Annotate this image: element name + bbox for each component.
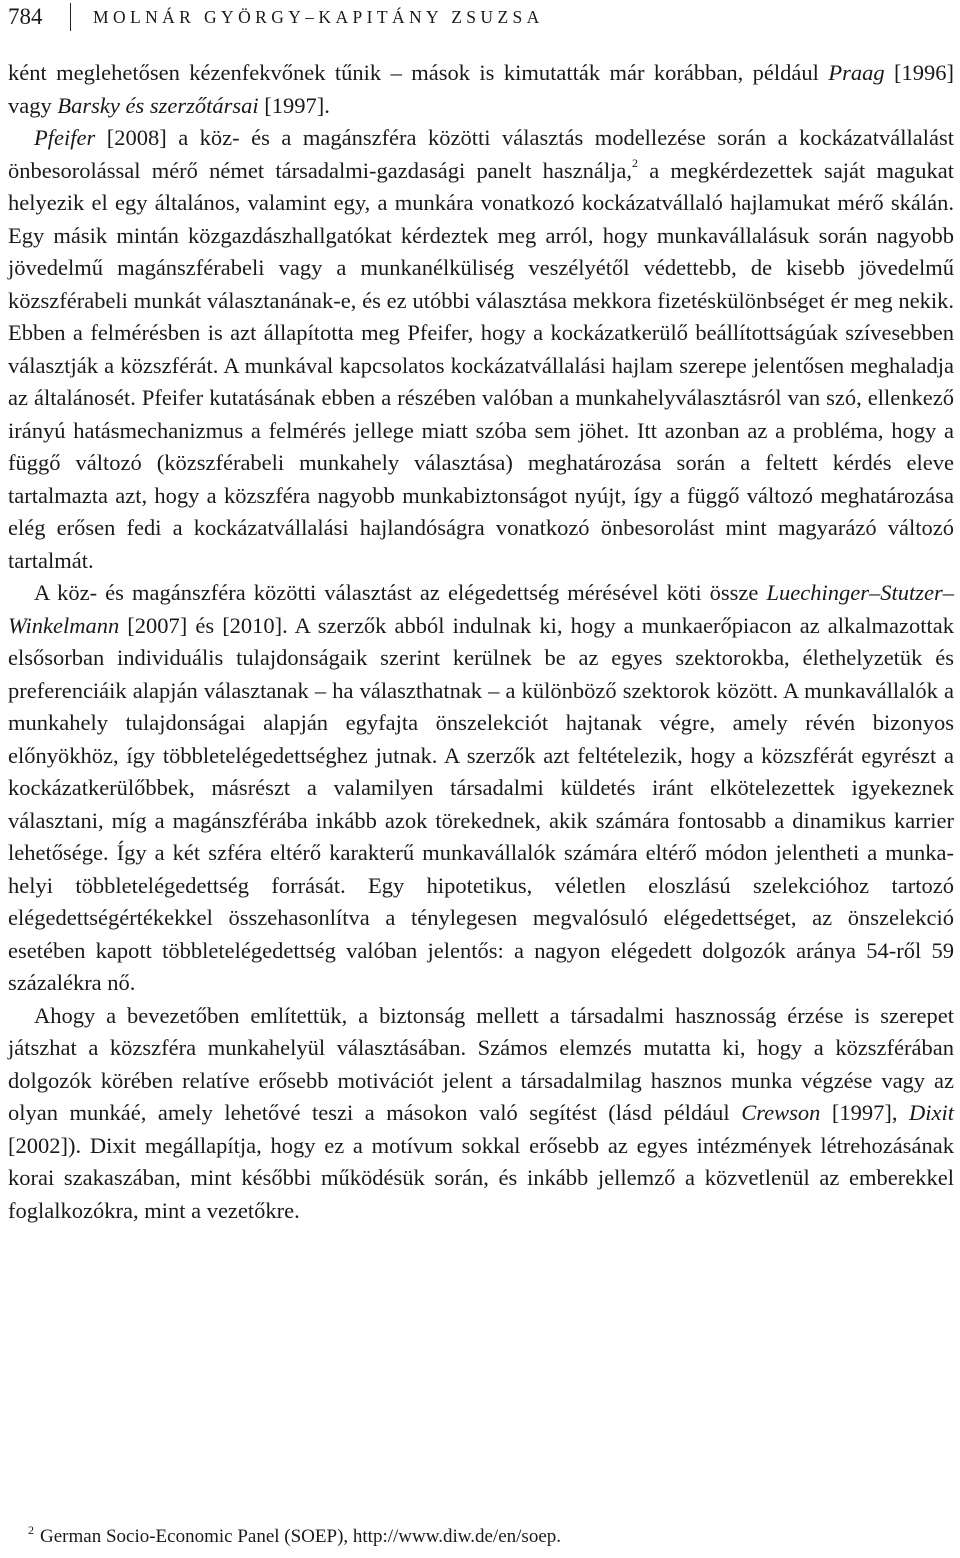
running-head: MOLNÁR GYÖRGY–KAPITÁNY ZSUZSA [93,6,544,27]
footnote-number: 2 [28,1523,34,1537]
page-header [8,0,948,34]
citation: Luechinger–Stutzer–Winkelmann [8,580,954,638]
text-run: a megkérdezettek saját magukat helyezik el egy általános, valamint egy, a munkára vonatkozó kockázatvállaló hajlamukat mérő skálán. Egy másik mintán közgazdászhallgatókat kérdeztek meg arról, hogy munkavállalásuk során nagyobb jövedelmű magánszférabeli vagy a munkanélküliség veszélyétől védettebb, de kisebb jövedelmű közszférabeli munkát választanának-e, és ez utóbbi választása mekkora fizetéskülönbséget ér meg nekik. Ebben a felmérésben is azt állapította meg Pfeifer, hogy a kockázatkerülő beállítottságúak szívesebben választják a közszférát. A munkával kapcsolatos kockázatvállalási hajlam szerepe jelentősen meghaladja az általánosét. Pfeifer kutatásának ebben a részében valóban a munkahelyválasztásról van szó, ellenkező irányú hatásmechanizmus a felmérés jellege miatt szóba sem jöhet. Itt azonban az a probléma, hogy a függő változó (közszférabeli munkahely választása) meghatározása során a feltett kérdés eleve tartalmazta azt, hogy a közszféra nagyobb munkabiztonságot nyújt, így a függő változó meghatározása elég erősen fedi a kockázatvállalási hajlandóságra vonatkozó önbesorolást mint magyarázó változó tartalmát. [8,157,954,573]
paragraph-4 [8,1000,954,1228]
text-run: [2002]). Dixit megállapítja, hogy ez a motívum sokkal erősebb az egyes intézmények létrehozásának korai szakaszában, mint későbbi működésük során, és inkább jellemző a közvetlenül az emberekkel foglalkozókra, mint a vezetőkre. [8,1132,954,1223]
paragraph-2 [8,122,954,577]
citation: Pfeifer [34,125,96,150]
footnote-text: German Socio-Economic Panel (SOEP), http://www.diw.de/en/soep. [40,1526,561,1547]
text-run: [1997], [820,1100,909,1125]
citation: Praag [828,60,885,85]
header-divider [70,3,71,31]
text-run: [2008] a köz- és a magánszféra közötti választás modellezése során a kockázatvállalást önbesorolással mérő német társadalmi-gazdasági panelt használja, [8,125,954,183]
paragraph-3 [8,577,954,1000]
citation: Dixit [909,1100,954,1125]
footnote-marker: 2 [632,156,638,170]
citation: Crewson [741,1100,821,1125]
page-number: 784 [8,4,43,29]
text-run: Ahogy a bevezetőben említettük, a biztonság mellett a társadalmi hasznosság érzése is szerepet játszhat a közszféra munkahelyül választásában. Számos elemzés mutatta ki, hogy a közszférában dolgozók körében relatíve erősebb motivációt jelent a társadalmilag hasznos munka végzése vagy az olyan munkáé, amely lehetővé teszi a másokon való segítést (lásd például [8,1002,954,1125]
text-run: [1996] vagy [8,60,954,118]
paragraph-1 [8,57,954,122]
text-run: [1997]. [258,92,330,118]
text-run: [2007] és [2010]. A szerzők abból indulnak ki, hogy a munkaerőpiacon az alkalmazottak elsősorban individuális tulajdonságaik szerint kerülnek be az egyes szektorokba, élethelyzetük és preferenciáik alapján választanak – ha választhatnak – a különböző szektorok között. A munkavállalók a munkahely tulajdonságai alapján egyfajta önszelekciót hajtanak végre, amely révén bizonyos előnyökhöz, így többletelégedettséghez jutnak. A szerzők azt feltételezik, hogy a közszférát egyrészt a kockázatkerülőbbek, másrészt a valamilyen társadalmi küldetés iránt elkötelezettek igyekeznek választani, míg a magánszférába inkább azok törekednek, akik számára fontosabb a dinamikus karrier lehetősége. Így a két szféra eltérő karakterű munkavállalók számára eltérő módon jelentheti a munkahelyi többletelégedettség forrását. Egy hipotetikus, véletlen eloszlású szelekcióhoz tartozó elégedettségértékekkel összehasonlítva a ténylegesen megvalósuló elégedettséget, az önszelekció esetében kapott többletelégedettség valóban jelentős: a nagyon elégedett dolgozók aránya 54-ről 59 százalékra nő. [8,612,954,995]
text-run: A köz- és magánszféra közötti választást az elégedettség mérésével köti össze [34,580,767,605]
footnote [28,1525,948,1550]
citation: Barsky és szerzőtársai [57,92,259,118]
text-run: ként meglehetősen kézenfekvőnek tűnik – mások is kimutatták már korábban, például [8,60,829,85]
body-text [8,57,954,1227]
